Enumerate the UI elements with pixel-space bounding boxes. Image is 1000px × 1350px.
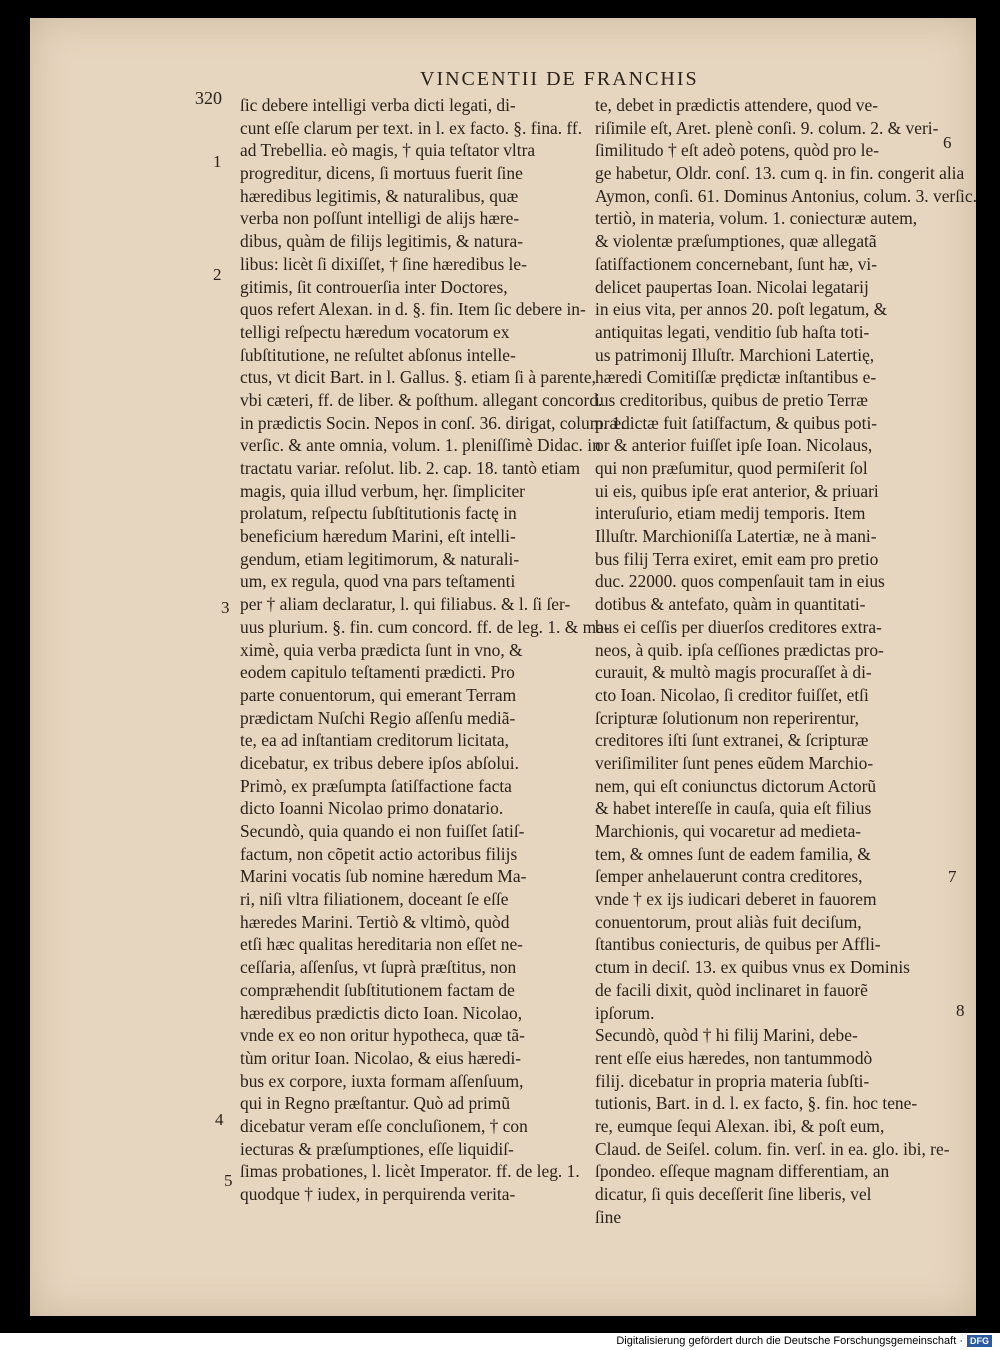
- text-line: parte conuentorum, qui emerant Terram: [240, 684, 517, 705]
- text-line: verſic. & ante omnia, volum. 1. pleniſſimè Didac. in: [240, 435, 601, 456]
- text-line: dibus, quàm de filijs legitimis, & natura-: [240, 231, 524, 252]
- text-line: factum, non cõpetit actio actoribus filijs: [240, 843, 518, 864]
- text-line: rent eſſe eius hæredes, non tantummodò: [595, 1047, 873, 1068]
- text-line: or & anterior fuiſſet ipſe Ioan. Nicolaus,: [595, 435, 873, 456]
- text-line: tractatu variar. reſolut. lib. 2. cap. 18. tantò etiam: [240, 458, 580, 478]
- text-line: tutionis, Bart. in d. l. ex facto, §. fin. hoc tene-: [595, 1093, 918, 1114]
- text-line: gendum, etiam legitimorum, & naturali-: [240, 548, 520, 569]
- text-line: ſatiſfactionem concernebant, ſunt hæ, vi-: [595, 253, 878, 274]
- text-line: Marchionis, qui vocaretur ad medieta-: [595, 821, 862, 841]
- text-line: tùm oritur Ioan. Nicolao, & eius hæredi-: [240, 1047, 522, 1068]
- text-line: hæredibus prædictis dicto Ioan. Nicolao,: [240, 1002, 523, 1023]
- text-line: quos refert Alexan. in d. §. fin. Item ſic debere in-: [240, 299, 586, 320]
- text-line: veriſimiliter ſunt penes eũdem Marchio-: [595, 752, 874, 773]
- text-line: tem, & omnes ſunt de eadem familia, &: [595, 843, 871, 864]
- text-line: ximè, quia verba prædicta ſunt in vno, &: [240, 639, 523, 660]
- text-line: ui eis, quibus ipſe erat anterior, & priuari: [595, 480, 879, 501]
- text-line: iecturas & præſumptiones, eſſe liquidiſ-: [240, 1138, 514, 1159]
- margin-number: 8: [956, 1001, 965, 1020]
- text-line: ſpondeo. eſſeque magnam differentiam, an: [595, 1161, 890, 1182]
- text-line: riſimile eſt, Aret. plenè conſi. 9. colum. 2. & veri-: [595, 117, 939, 138]
- text-line: bus ei ceſſis per diuerſos creditores extra-: [595, 616, 882, 637]
- text-line: hæredi Comitiſſæ prędictæ inſtantibus e-: [595, 367, 877, 388]
- text-line: Secundò, quòd † hi filij Marini, debe-: [595, 1025, 858, 1046]
- text-line: ſcripturæ ſolutionum non reperirentur,: [595, 707, 859, 728]
- text-line: magis, quia illud verbum, hęr. ſimpliciter: [240, 480, 525, 501]
- text-line: Marini vocatis ſub nomine hæredum Ma-: [240, 866, 527, 887]
- text-line: Illuſtr. Marchioniſſa Latertiæ, ne à mani-: [595, 526, 877, 547]
- text-line: in eius vita, per annos 20. poſt legatum, &: [595, 299, 888, 320]
- text-line: conuentorum, prout aliàs fuit deciſum,: [595, 911, 862, 932]
- text-line: & violentæ præſumptiones, quæ allegatã: [595, 231, 877, 252]
- text-line: hæredes Marini. Tertiò & vltimò, quòd: [240, 911, 510, 932]
- text-line: dotibus & antefato, quàm in quantitati-: [595, 594, 866, 615]
- text-line: prolatum, reſpectu ſubſtitutionis factę in: [240, 503, 517, 524]
- text-line: de facili dixit, quòd inclinaret in fauorẽ: [595, 979, 868, 1000]
- text-line: tertiò, in materia, volum. 1. coniecturæ autem,: [595, 208, 918, 229]
- text-line: Aymon, conſi. 61. Dominus Antonius, colum. 3. verſic.: [595, 185, 977, 206]
- text-line: & habet intereſſe in cauſa, quia eſt filius: [595, 798, 872, 819]
- text-line: ctus, vt dicit Bart. in l. Gallus. §. etiam ſi à parente,: [240, 367, 596, 388]
- text-line: libus: licèt ſi dixiſſet, † ſine hæredibus le-: [240, 253, 527, 274]
- text-line: bus filij Terra exiret, emit eam pro pretio: [595, 548, 879, 569]
- text-line: in prædictis Socin. Nepos in conſ. 36. dirigat, colum. 1.: [240, 412, 625, 433]
- text-line: Primò, ex præſumpta ſatiſfactione facta: [240, 775, 512, 796]
- text-line: telligi reſpectu hæredum vocatorum ex: [240, 321, 510, 342]
- text-line: curauit, & multò magis procuraſſet à di-: [595, 662, 872, 683]
- text-line: eodem capitulo teſtamenti prædicti. Pro: [240, 662, 515, 683]
- text-line: ſemper anhelauerunt contra creditores,: [595, 866, 863, 887]
- text-line: ſtantibus coniecturis, de quibus per Affli-: [595, 934, 881, 955]
- footer-text: Digitalisierung gefördert durch die Deutsche Forschungsgemeinschaft ·: [616, 1335, 963, 1347]
- text-line: Claud. de Seiſel. colum. fin. verſ. in ea. glo. ibi, re-: [595, 1138, 950, 1159]
- text-line: bus ex corpore, iuxta formam aſſenſuum,: [240, 1070, 524, 1091]
- page-number: 320: [195, 88, 222, 108]
- text-line: neos, à quib. ipſa ceſſiones prædictas pro-: [595, 639, 884, 660]
- text-line: antiquitas legati, venditio ſub haſta toti-: [595, 321, 870, 342]
- margin-number: 7: [948, 867, 957, 886]
- text-line: ipſorum.: [595, 1002, 655, 1023]
- text-line: cto Ioan. Nicolao, ſi creditor fuiſſet, etſi: [595, 684, 869, 705]
- text-line: ſubſtitutione, ne reſultet abſonus intelle-: [240, 344, 516, 365]
- text-line: vnde † ex ijs iudicari deberet in fauorem: [595, 889, 877, 910]
- text-line: ſine: [595, 1206, 622, 1227]
- text-line: nem, qui eſt coniunctus dictorum Actorũ: [595, 775, 877, 796]
- text-line: hæredibus legitimis, & naturalibus, quæ: [240, 185, 519, 206]
- text-line: ge habetur, Oldr. conſ. 13. cum q. in fin. congerit alia: [595, 163, 965, 184]
- text-line: quodque † iudex, in perquirenda verita-: [240, 1184, 516, 1204]
- text-line: vbi cæteri, ff. de liber. & poſthum. allegant concord.: [240, 389, 603, 410]
- dfg-logo: DFG: [967, 1335, 992, 1347]
- text-line: ad Trebellia. eò magis, † quia teſtator vltra: [240, 140, 536, 161]
- text-line: qui in Regno præſtantur. Quò ad primũ: [240, 1093, 511, 1114]
- text-line: per † aliam declaratur, l. qui filiabus. & l. ſi ſer-: [240, 594, 571, 615]
- margin-number: 6: [943, 133, 952, 152]
- text-line: progreditur, dicens, ſi mortuus fuerit ſine: [240, 163, 523, 184]
- text-line: prædictam Nuſchi Regio aſſenſu mediã-: [240, 707, 516, 728]
- right-text-column: [595, 94, 977, 1228]
- text-line: beneficium hæredum Marini, eſt intelli-: [240, 526, 516, 547]
- text-line: prædictæ fuit ſatiſfactum, & quibus poti-: [595, 412, 878, 433]
- margin-number: 4: [215, 1110, 224, 1129]
- text-line: qui non præſumitur, quod permiſerit ſol: [595, 458, 868, 478]
- margin-number: 5: [224, 1171, 233, 1190]
- text-line: etſi hæc qualitas hereditaria non eſſet ne-: [240, 934, 523, 955]
- text-line: ri, niſi vltra filiationem, doceant ſe eſſe: [240, 889, 509, 910]
- text-line: interuſurio, etiam medij temporis. Item: [595, 503, 866, 524]
- text-line: cunt eſſe clarum per text. in l. ex facto. §. fina. ff.: [240, 117, 583, 138]
- margin-number: 3: [221, 598, 230, 617]
- text-line: delicet paupertas Ioan. Nicolai legatarij: [595, 276, 869, 297]
- text-line: te, ea ad inſtantiam creditorum licitata,: [240, 730, 509, 751]
- margin-number: 2: [213, 265, 222, 284]
- text-line: ſic debere intelligi verba dicti legati, di-: [240, 95, 516, 115]
- text-line: duc. 22000. quos compenſauit tam in eius: [595, 571, 885, 592]
- text-line: creditores iſti ſunt extranei, & ſcripturæ: [595, 730, 869, 751]
- text-line: dicebatur, ex tribus debere ipſos abſolui.: [240, 752, 519, 773]
- text-line: ſimilitudo † eſt adeò potens, quòd pro le-: [595, 140, 879, 161]
- text-line: verba non poſſunt intelligi de alijs hære-: [240, 208, 520, 229]
- text-line: re, eumque ſequi Alexan. ibi, & poſt eum,: [595, 1115, 885, 1136]
- text-line: uus plurium. §. fin. cum concord. ff. de leg. 1. & ma-: [240, 616, 610, 637]
- text-line: ctum in deciſ. 13. ex quibus vnus ex Dominis: [595, 957, 910, 978]
- margin-number: 1: [213, 152, 222, 171]
- text-line: ſimas probationes, l. licèt Imperator. ff. de leg. 1.: [240, 1161, 580, 1182]
- text-line: um, ex regula, quod vna pars teſtamenti: [240, 571, 516, 592]
- text-line: gitimis, ſit controuerſia inter Doctores,: [240, 276, 508, 297]
- footer: [616, 1335, 992, 1347]
- text-line: ceſſaria, aſſenſus, vt ſuprà præſtitus, non: [240, 957, 517, 978]
- text-line: comprӕhendit ſubſtitutionem factam de: [240, 979, 515, 1000]
- text-line: dicto Ioanni Nicolao primo donatario.: [240, 798, 504, 819]
- text-line: us patrimonij Illuſtr. Marchioni Latertię,: [595, 344, 875, 365]
- text-line: dicebatur veram eſſe concluſionem, † con: [240, 1115, 528, 1136]
- text-line: dicatur, ſi quis deceſſerit ſine liberis, vel: [595, 1184, 872, 1204]
- running-header: VINCENTII DE FRANCHIS: [420, 68, 699, 90]
- text-line: ius creditoribus, quibus de pretio Terræ: [595, 389, 868, 410]
- text-line: Secundò, quia quando ei non fuiſſet ſatiſ-: [240, 821, 525, 841]
- text-line: vnde ex eo non oritur hypotheca, quæ tã-: [240, 1025, 525, 1046]
- text-line: te, debet in prædictis attendere, quod ve-: [595, 95, 878, 115]
- text-line: filij. dicebatur in propria materia ſubſti-: [595, 1070, 870, 1091]
